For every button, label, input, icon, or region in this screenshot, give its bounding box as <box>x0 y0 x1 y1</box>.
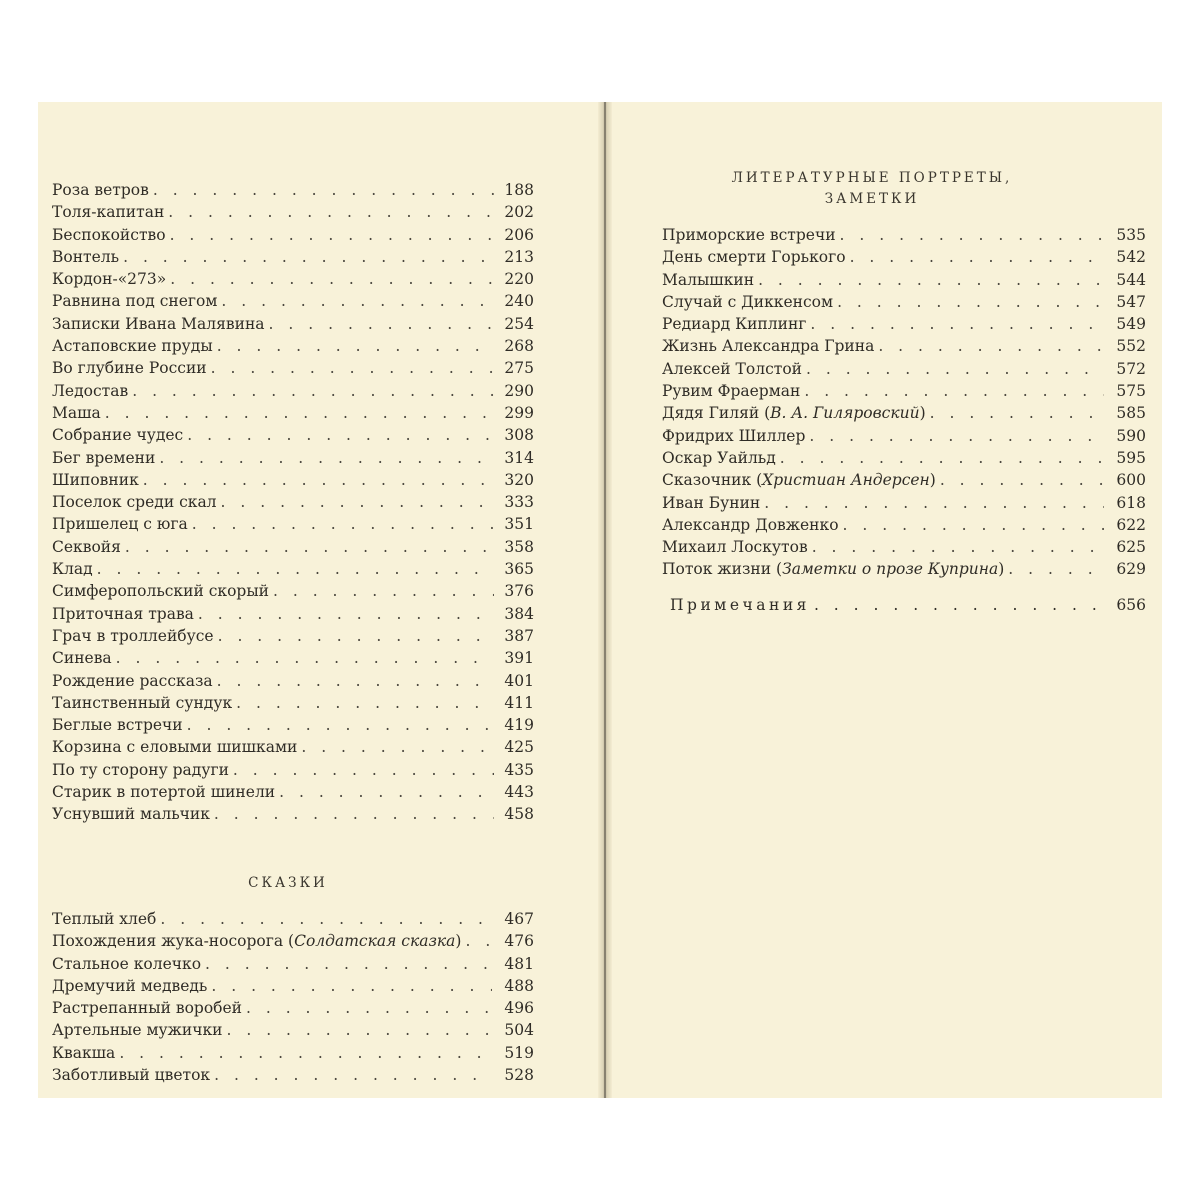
leader-dots <box>301 736 494 758</box>
entry-title <box>52 335 213 357</box>
toc-entry <box>52 1042 534 1064</box>
page-number: 290 <box>504 381 534 400</box>
portraits-heading <box>692 168 1052 210</box>
toc-entry <box>662 514 1146 536</box>
entry-title <box>662 558 1004 580</box>
toc-entry <box>52 469 534 491</box>
leader-dots <box>221 491 494 513</box>
entry-title <box>52 975 207 997</box>
entry-title-text: Ледостав <box>52 381 129 400</box>
leader-dots <box>97 558 494 580</box>
entry-title <box>662 313 806 335</box>
entry-title-text: Уснувший мальчик <box>52 805 210 824</box>
entry-title <box>52 290 217 312</box>
entry-title <box>662 224 836 246</box>
toc-entry <box>52 997 534 1019</box>
leader-dots <box>211 357 494 379</box>
page-number: 535 <box>1116 226 1146 244</box>
entry-title-text: Растрепанный воробей <box>52 999 242 1018</box>
entry-title <box>52 692 232 714</box>
entry-title <box>662 246 846 268</box>
entry-title-text: Михаил Лоскутов <box>662 538 808 557</box>
page-number: 435 <box>504 760 534 779</box>
entry-title <box>52 268 166 290</box>
leader-dots <box>160 908 492 930</box>
entry-title-text: Приточная трава <box>52 604 194 623</box>
portraits-heading-line1: ЛИТЕРАТУРНЫЕ ПОРТРЕТЫ, <box>731 170 1013 186</box>
entry-title-text: Беглые встречи <box>52 716 183 735</box>
toc-entry <box>52 781 534 803</box>
entry-title-text: Александр Довженко <box>662 515 839 534</box>
entry-title <box>662 335 874 357</box>
toc-entry <box>52 759 534 781</box>
page-number: 240 <box>504 292 534 311</box>
entry-title <box>52 513 188 535</box>
entry-title <box>52 803 210 825</box>
leader-dots <box>246 997 492 1019</box>
entry-title <box>52 246 119 268</box>
leader-dots <box>170 268 494 290</box>
entry-title-text: Корзина с еловыми шишками <box>52 738 298 757</box>
leader-dots <box>205 953 492 975</box>
entry-title <box>52 625 214 647</box>
page-number: 320 <box>504 470 534 489</box>
leader-dots <box>465 930 492 952</box>
entry-title-text: Приморские встречи <box>662 226 836 244</box>
page-number: 425 <box>504 738 534 757</box>
leader-dots <box>125 536 494 558</box>
leader-dots <box>187 714 494 736</box>
entry-title-text: Дремучий медведь <box>52 976 208 995</box>
entry-title-text: Теплый хлеб <box>52 910 157 928</box>
toc-entry <box>52 908 534 930</box>
entry-title-text: Маша <box>52 403 101 422</box>
entry-title-suffix: ) <box>455 932 462 951</box>
leader-dots <box>227 1019 493 1041</box>
leader-dots <box>192 513 494 535</box>
entry-title <box>52 179 149 201</box>
entry-title-text: Пришелец с юга <box>52 515 188 534</box>
page-number: 458 <box>504 805 534 824</box>
entry-title <box>52 736 297 758</box>
entry-title-text: Беспокойство <box>52 225 166 244</box>
entry-title-text: Секвойя <box>52 537 121 556</box>
page-number: 220 <box>504 270 534 289</box>
entry-title <box>52 1064 210 1086</box>
page-number: 443 <box>504 783 534 802</box>
leader-dots <box>878 335 1104 357</box>
page-number: 391 <box>504 649 534 668</box>
entry-title-text: Шиповник <box>52 470 139 489</box>
leader-dots <box>187 424 494 446</box>
entry-title <box>662 269 754 291</box>
page-number: 268 <box>504 337 534 356</box>
entry-title-text: Старик в потертой шинели <box>52 783 276 802</box>
toc-entry <box>662 380 1146 402</box>
entry-title-text: Рождение рассказа <box>52 671 213 690</box>
page-number: 401 <box>504 671 534 690</box>
entry-title <box>52 908 156 930</box>
entry-title <box>52 447 155 469</box>
entry-title-text: По ту сторону радуги <box>52 760 229 779</box>
toc-entry <box>52 625 534 647</box>
toc-entry <box>52 447 534 469</box>
entry-title <box>662 402 926 424</box>
book-spread <box>38 102 1162 1098</box>
entry-title-text: Записки Ивана Малявина <box>52 314 265 333</box>
page-number: 481 <box>504 954 534 973</box>
toc-entry <box>662 447 1146 469</box>
page-number: 299 <box>504 403 534 422</box>
leader-dots <box>1008 558 1104 580</box>
entry-title <box>662 536 808 558</box>
leader-dots <box>105 402 494 424</box>
entry-title <box>52 558 93 580</box>
page-number: 206 <box>504 225 534 244</box>
toc-entry <box>52 402 534 424</box>
toc-entry <box>662 492 1146 514</box>
leader-dots <box>804 380 1104 402</box>
leader-dots <box>198 603 494 625</box>
page-number: 595 <box>1116 448 1146 467</box>
page-number: 656 <box>1116 596 1146 614</box>
leader-dots <box>211 975 492 997</box>
entry-title-text: Клад <box>52 560 93 579</box>
leader-dots <box>810 313 1104 335</box>
entry-title <box>52 759 229 781</box>
leader-dots <box>214 803 494 825</box>
entry-title <box>52 1042 115 1064</box>
entry-title <box>662 425 805 447</box>
page-number: 476 <box>504 932 534 951</box>
page-number: 376 <box>504 582 534 601</box>
page-number: 419 <box>504 716 534 735</box>
entry-title-suffix: ) <box>998 560 1005 579</box>
leader-dots <box>221 290 494 312</box>
toc-entry <box>52 179 534 201</box>
page-number: 308 <box>504 426 534 445</box>
leader-dots <box>170 224 494 246</box>
entry-subtitle: Солдатская сказка <box>294 932 456 951</box>
entry-title <box>52 781 275 803</box>
entry-subtitle: В. А. Гиляровский <box>770 404 920 423</box>
page-number: 575 <box>1116 382 1146 401</box>
page-number: 618 <box>1116 493 1146 512</box>
page-number: 625 <box>1116 538 1146 557</box>
page-number: 467 <box>504 910 534 928</box>
page-number: 275 <box>504 359 534 378</box>
leader-dots <box>279 781 494 803</box>
entry-title <box>662 492 760 514</box>
toc-entry <box>52 424 534 446</box>
leader-dots <box>214 1064 492 1086</box>
page-number: 544 <box>1116 270 1146 289</box>
entry-title-text: Рувим Фраерман <box>662 382 801 401</box>
leader-dots <box>233 759 494 781</box>
page-number: 496 <box>504 999 534 1018</box>
leader-dots <box>806 358 1104 380</box>
toc-entry <box>662 469 1146 491</box>
entry-subtitle: Заметки о прозе Куприна <box>782 560 999 579</box>
leader-dots <box>153 179 494 201</box>
toc-entry <box>52 536 534 558</box>
entry-title-text: Вонтель <box>52 247 120 266</box>
entry-title-text: Таинственный сундук <box>52 693 233 712</box>
page-number: 572 <box>1116 359 1146 378</box>
entry-title-text: Грач в троллейбусе <box>52 626 214 645</box>
book-spine <box>598 102 612 1098</box>
entry-title-text: Оскар Уайльд <box>662 448 776 467</box>
entry-title <box>52 997 242 1019</box>
entry-title-text: Равнина под снегом <box>52 292 218 311</box>
entry-subtitle: Христиан Андерсен <box>762 471 930 490</box>
entry-title-text: Дядя Гиляй ( <box>662 404 771 423</box>
left-page <box>38 102 598 1098</box>
leader-dots <box>814 594 1112 616</box>
page-number: 488 <box>504 976 534 995</box>
entry-title-text: Случай с Диккенсом <box>662 292 834 311</box>
page-number: 552 <box>1116 337 1146 356</box>
entry-title <box>52 380 128 402</box>
toc-entry <box>52 714 534 736</box>
leader-dots <box>812 536 1104 558</box>
leader-dots <box>143 469 494 491</box>
entry-title-text: Фридрих Шиллер <box>662 426 806 445</box>
leader-dots <box>217 670 494 692</box>
entry-title <box>52 1019 223 1041</box>
entry-title-text: Заботливый цветок <box>52 1066 211 1085</box>
toc-entry <box>52 224 534 246</box>
leader-dots <box>217 335 494 357</box>
toc-entry <box>52 736 534 758</box>
entry-title-text: Роза ветров <box>52 181 149 199</box>
toc-entry <box>662 358 1146 380</box>
entry-title-text: Похождения жука-носорога ( <box>52 932 295 951</box>
page-number: 504 <box>504 1021 534 1040</box>
page-number: 333 <box>504 493 534 512</box>
leader-dots <box>116 647 494 669</box>
leader-dots <box>236 692 494 714</box>
page-number: 188 <box>504 181 534 199</box>
leader-dots <box>168 201 494 223</box>
page-number: 622 <box>1116 515 1146 534</box>
toc-entry <box>662 269 1146 291</box>
entry-title-text: Стальное колечко <box>52 954 202 973</box>
entry-title <box>52 224 166 246</box>
entry-title-text: Алексей Толстой <box>662 359 802 378</box>
toc-entry <box>662 291 1146 313</box>
entry-title <box>52 603 194 625</box>
toc-entry <box>52 692 534 714</box>
toc-entry <box>52 647 534 669</box>
entry-title <box>52 536 121 558</box>
entry-title <box>52 469 139 491</box>
leader-dots <box>269 313 494 335</box>
portraits-list <box>662 224 1146 581</box>
page-number: 528 <box>504 1066 534 1085</box>
entry-title-text: Поток жизни ( <box>662 560 783 579</box>
page-number: 254 <box>504 314 534 333</box>
portraits-heading-line2: ЗАМЕТКИ <box>824 191 920 207</box>
toc-entry <box>662 313 1146 335</box>
toc-entry <box>52 246 534 268</box>
toc-entry <box>52 975 534 997</box>
entry-title-text: Симферопольский скорый <box>52 582 269 601</box>
leader-dots <box>843 514 1104 536</box>
toc-entry <box>52 313 534 335</box>
entry-title <box>52 714 183 736</box>
entry-title <box>662 380 800 402</box>
entry-title-text: Артельные мужички <box>52 1021 223 1040</box>
leader-dots <box>132 380 494 402</box>
page-number: 202 <box>504 203 534 222</box>
entry-title <box>662 447 776 469</box>
page-number: 351 <box>504 515 534 534</box>
entry-title-text: Жизнь Александра Грина <box>662 337 875 356</box>
entry-title <box>662 358 802 380</box>
entry-title <box>52 402 101 424</box>
stories-list <box>52 179 534 826</box>
toc-entry <box>52 513 534 535</box>
entry-title-text: Собрание чудес <box>52 426 184 445</box>
toc-entry <box>52 1064 534 1086</box>
page-number: 600 <box>1116 471 1146 490</box>
entry-title-text: Толя-капитан <box>52 203 165 222</box>
entry-title <box>52 491 217 513</box>
toc-entry <box>52 268 534 290</box>
entry-title-text: Астаповские пруды <box>52 337 213 356</box>
leader-dots <box>119 1042 492 1064</box>
entry-title-suffix: ) <box>919 404 926 423</box>
entry-title <box>52 670 213 692</box>
entry-title-text: День смерти Горького <box>662 248 846 267</box>
leader-dots <box>850 246 1104 268</box>
page-number: 549 <box>1116 315 1146 334</box>
page-number: 213 <box>504 247 534 266</box>
notes-label: Примечания <box>670 596 810 614</box>
page-number: 314 <box>504 448 534 467</box>
toc-entry <box>52 558 534 580</box>
page-number: 547 <box>1116 292 1146 311</box>
entry-title-suffix: ) <box>929 471 936 490</box>
tales-list <box>52 908 534 1086</box>
entry-title <box>52 201 164 223</box>
toc-entry <box>662 402 1146 424</box>
entry-title-text: Сказочник ( <box>662 471 763 490</box>
toc-entry <box>662 536 1146 558</box>
toc-entry <box>52 953 534 975</box>
leader-dots <box>837 291 1104 313</box>
toc-entry <box>52 357 534 379</box>
page-number: 387 <box>504 626 534 645</box>
entry-title <box>52 580 269 602</box>
tales-heading: СКАЗКИ <box>248 875 328 891</box>
leader-dots <box>940 469 1104 491</box>
toc-entry <box>52 290 534 312</box>
toc-entry <box>52 335 534 357</box>
notes-row <box>670 594 1146 616</box>
entry-title-text: Кордон-«273» <box>52 270 167 289</box>
page-number: 358 <box>504 537 534 556</box>
entry-title-text: Во глубине России <box>52 359 207 378</box>
entry-title-text: Квакша <box>52 1043 116 1062</box>
entry-title <box>662 469 936 491</box>
toc-entry <box>52 930 534 952</box>
toc-entry <box>52 491 534 513</box>
page-number: 519 <box>504 1043 534 1062</box>
page-number: 629 <box>1116 560 1146 579</box>
leader-dots <box>273 580 494 602</box>
leader-dots <box>159 447 494 469</box>
right-page <box>612 102 1162 1098</box>
leader-dots <box>809 425 1104 447</box>
leader-dots <box>930 402 1104 424</box>
toc-entry <box>662 425 1146 447</box>
page-number: 585 <box>1116 404 1146 423</box>
toc-entry <box>52 670 534 692</box>
leader-dots <box>764 492 1104 514</box>
toc-entry <box>52 803 534 825</box>
toc-entry <box>52 201 534 223</box>
entry-title <box>52 953 201 975</box>
entry-title-text: Редиард Киплинг <box>662 315 807 334</box>
toc-entry <box>52 1019 534 1041</box>
entry-title-text: Синева <box>52 649 112 668</box>
page-number: 590 <box>1116 426 1146 445</box>
page-number: 411 <box>504 693 534 712</box>
entry-title <box>52 424 183 446</box>
entry-title <box>52 357 207 379</box>
leader-dots <box>758 269 1104 291</box>
entry-title <box>52 930 461 952</box>
toc-entry <box>52 380 534 402</box>
toc-entry <box>662 335 1146 357</box>
leader-dots <box>123 246 494 268</box>
leader-dots <box>840 224 1104 246</box>
entry-title <box>52 647 112 669</box>
toc-entry <box>662 224 1146 246</box>
entry-title-text: Иван Бунин <box>662 493 761 512</box>
entry-title <box>662 514 839 536</box>
leader-dots <box>218 625 494 647</box>
entry-title-text: Бег времени <box>52 448 156 467</box>
entry-title <box>52 313 265 335</box>
page-number: 384 <box>504 604 534 623</box>
entry-title-text: Малышкин <box>662 270 755 289</box>
toc-entry <box>52 580 534 602</box>
toc-entry <box>52 603 534 625</box>
page-number: 542 <box>1116 248 1146 267</box>
leader-dots <box>780 447 1104 469</box>
entry-title-text: Поселок среди скал <box>52 493 217 512</box>
entry-title <box>662 291 833 313</box>
toc-entry <box>662 246 1146 268</box>
toc-entry <box>662 558 1146 580</box>
page-number: 365 <box>504 560 534 579</box>
